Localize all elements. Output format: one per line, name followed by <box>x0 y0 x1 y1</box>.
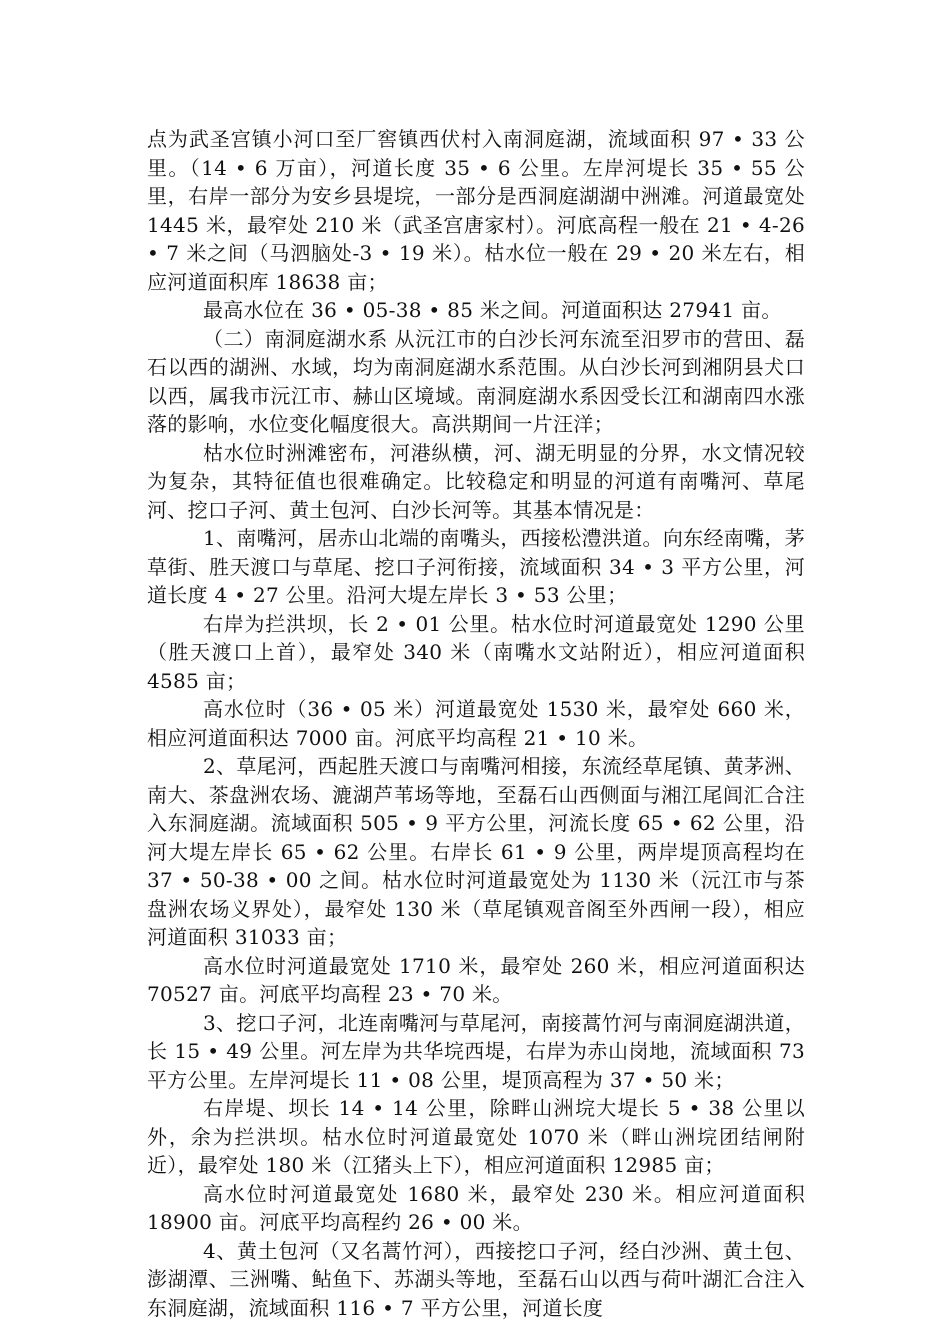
document-body <box>147 125 805 1322</box>
paragraph: 4、黄土包河（又名蒿竹河），西接挖口子河，经白沙洲、黄土包、澎湖潭、三洲嘴、鲇鱼下、苏湖头等地，至磊石山以西与荷叶湖汇合注入东洞庭湖，流域面积 116 • 7 平方公里，河道长度 <box>147 1238 805 1320</box>
paragraph: 点为武圣宫镇小河口至厂窖镇西伏村入南洞庭湖，流域面积 97 • 33 公里。（14 • 6 万亩），河道长度 35 • 6 公里。左岸河堤长 35 • 55 公里，右岸一部分为安乡县堤垸，一部分是西洞庭湖湖中洲滩。河道最宽处 1445 米，最窄处 210 米（武圣宫唐家村）。河底高程一般在 21 • 4-26 • 7 米之间（马泗脑处-3 • 19 米）。枯水位一般在 29 • 20 米左右，相应河道面积库 18638 亩； <box>147 127 805 294</box>
paragraph: 高水位时河道最宽处 1680 米，最窄处 230 米。相应河道面积 18900 亩。河底平均高程约 26 • 00 米。 <box>147 1181 805 1234</box>
paragraph: 高水位时河道最宽处 1710 米，最窄处 260 米，相应河道面积达 70527 亩。河底平均高程 23 • 70 米。 <box>147 953 805 1006</box>
paragraph: 2、草尾河，西起胜天渡口与南嘴河相接，东流经草尾镇、黄茅洲、南大、茶盘洲农场、漉湖芦苇场等地，至磊石山西侧面与湘江尾闾汇合注入东洞庭湖。流域面积 505 • 9 平方公里，河流长度 65 • 62 公里，沿河大堤左岸长 65 • 62 公里。右岸长 61 • 9 公里，两岸堤顶高程均在 37 • 50-38 • 00 之间。枯水位时河道最宽处为 1130 米（沅江市与茶盘洲农场义界处），最窄处 130 米（草尾镇观音阁至外西闸一段），相应河道面积 31033 亩； <box>147 754 805 949</box>
paragraph: 1、南嘴河，居赤山北端的南嘴头，西接松澧洪道。向东经南嘴，茅草街、胜天渡口与草尾、挖口子河衔接，流域面积 34 • 3 平方公里，河道长度 4 • 27 公里。沿河大堤左岸长 3 • 53 公里； <box>147 526 805 607</box>
paragraph: 3、挖口子河，北连南嘴河与草尾河，南接蒿竹河与南洞庭湖洪道，长 15 • 49 公里。河左岸为共华垸西堤，右岸为赤山岗地，流域面积 73 平方公里。左岸河堤长 11 • 08 公里，堤顶高程为 37 • 50 米； <box>147 1010 805 1092</box>
paragraph: 右岸为拦洪坝，长 2 • 01 公里。枯水位时河道最宽处 1290 公里（胜天渡口上首），最窄处 340 米（南嘴水文站附近），相应河道面积 4585 亩； <box>147 611 805 693</box>
paragraph: 最高水位在 36 • 05-38 • 85 米之间。河道面积达 27941 亩。 <box>203 298 782 322</box>
paragraph: 枯水位时洲滩密布，河港纵横，河、湖无明显的分界，水文情况较为复杂，其特征值也很难确定。比较稳定和明显的河道有南嘴河、草尾河、挖口子河、黄土包河、白沙长河等。其基本情况是： <box>147 440 805 522</box>
paragraph: （二）南洞庭湖水系 从沅江市的白沙长河东流至汨罗市的营田、磊石以西的湖洲、水域，均为南洞庭湖水系范围。从白沙长河到湘阴县犬口以西，属我市沅江市、赫山区境域。南洞庭湖水系因受长江和湖南四水涨落的影响，水位变化幅度很大。高洪期间一片汪洋； <box>147 326 805 436</box>
paragraph: 右岸堤、坝长 14 • 14 公里，除畔山洲垸大堤长 5 • 38 公里以外，余为拦洪坝。枯水位时河道最宽处 1070 米（畔山洲垸团结闸附近），最窄处 180 米（江猪头上下），相应河道面积 12985 亩； <box>147 1096 805 1177</box>
paragraph: 高水位时（36 • 05 米）河道最宽处 1530 米，最窄处 660 米，相应河道面积达 7000 亩。河底平均高程 21 • 10 米。 <box>147 697 805 750</box>
